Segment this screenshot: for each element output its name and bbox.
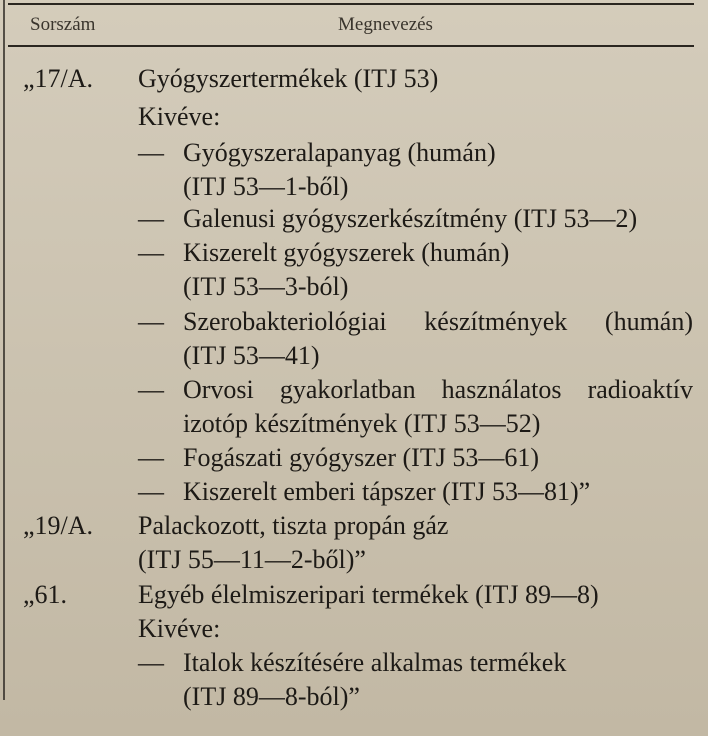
entry-number: „17/A. <box>23 64 94 93</box>
except-label: Kivéve: <box>138 102 221 131</box>
list-dash: — <box>138 238 164 267</box>
list-item-continuation: (ITJ 53—41) <box>183 341 320 370</box>
list-item: Gyógyszeralapanyag (humán) <box>183 138 496 167</box>
list-dash: — <box>138 375 164 404</box>
list-item-continuation: (ITJ 53—3-ból) <box>183 272 349 301</box>
list-dash: — <box>138 204 164 233</box>
list-item: Italok készítésére alkalmas termékek <box>183 648 567 677</box>
list-item-continuation: (ITJ 53—1-ből) <box>183 172 349 201</box>
list-item: Orvosi gyakorlatban használatos radioaktív <box>183 375 693 404</box>
list-item-continuation: izotóp készítmények (ITJ 53—52) <box>183 409 541 438</box>
entry-title-continuation: (ITJ 55—11—2-ből)” <box>138 545 366 574</box>
list-item: Szerobakteriológiai készítmények (humán) <box>183 307 693 336</box>
list-dash: — <box>138 307 164 336</box>
list-item: Kiszerelt emberi tápszer (ITJ 53—81)” <box>183 477 591 506</box>
column-header-number: Sorszám <box>30 14 96 35</box>
list-item-continuation: (ITJ 89—8-ból)” <box>183 682 360 711</box>
list-item: Kiszerelt gyógyszerek (humán) <box>183 238 510 267</box>
list-item: Galenusi gyógyszerkészítmény (ITJ 53—2) <box>183 204 638 233</box>
list-dash: — <box>138 443 164 472</box>
entry-number: „19/A. <box>23 511 94 540</box>
list-item: Fogászati gyógyszer (ITJ 53—61) <box>183 443 539 472</box>
top-rule <box>8 3 694 5</box>
list-dash: — <box>138 648 164 677</box>
entry-title: Palackozott, tiszta propán gáz <box>138 511 449 540</box>
entry-title: Gyógyszertermékek (ITJ 53) <box>138 64 439 93</box>
list-dash: — <box>138 477 164 506</box>
left-border <box>3 0 5 700</box>
header-rule <box>8 45 694 47</box>
entry-number: „61. <box>23 580 68 609</box>
except-label: Kivéve: <box>138 614 221 643</box>
column-header-name: Megnevezés <box>338 14 433 35</box>
entry-title: Egyéb élelmiszeripari termékek (ITJ 89—8) <box>138 580 599 609</box>
list-dash: — <box>138 138 164 167</box>
